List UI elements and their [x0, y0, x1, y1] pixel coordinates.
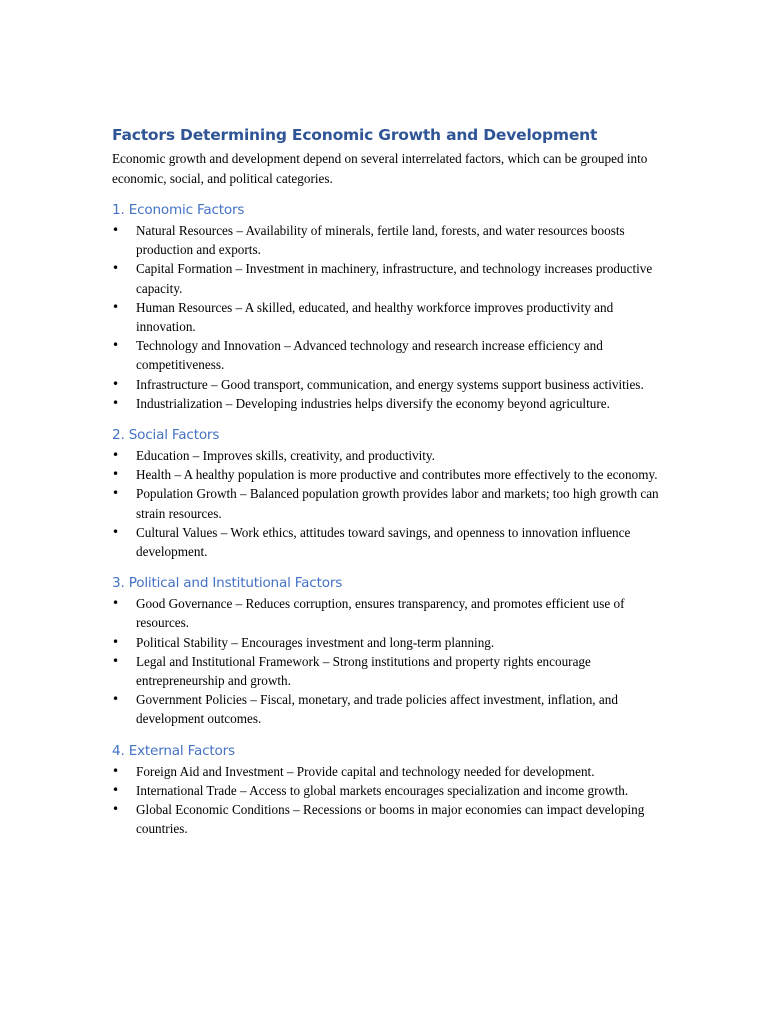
section-heading: 1. Economic Factors	[112, 202, 245, 218]
list-item-text: Foreign Aid and Investment – Provide capital and technology needed for development.	[136, 763, 595, 779]
list-item	[112, 690, 660, 728]
list-item-text: Good Governance – Reduces corruption, ensures transparency, and promotes efficient use of resources.	[136, 596, 625, 631]
list-item	[112, 446, 660, 465]
document-content	[112, 124, 660, 838]
bullet-list	[112, 446, 660, 561]
list-item-text: Natural Resources – Availability of minerals, fertile land, forests, and water resources boosts production and exports.	[136, 223, 625, 258]
bullet-dot-icon: •	[112, 634, 120, 649]
list-item	[112, 484, 660, 522]
list-item-text: Global Economic Conditions – Recessions or booms in major economies can impact developing countries.	[136, 802, 645, 837]
bullet-dot-icon: •	[112, 338, 120, 353]
list-item	[112, 221, 660, 259]
bullet-dot-icon: •	[112, 467, 120, 482]
list-item-text: Government Policies – Fiscal, monetary, and trade policies affect investment, inflation, and development outcomes.	[136, 692, 618, 727]
list-item-text: Education – Improves skills, creativity, and productivity.	[136, 448, 435, 464]
bullet-dot-icon: •	[112, 524, 120, 539]
section-heading: 2. Social Factors	[112, 427, 220, 444]
bullet-dot-icon: •	[112, 376, 120, 391]
list-item	[112, 298, 660, 336]
list-item-text: Health – A healthy population is more productive and contributes more effectively to the economy.	[136, 467, 658, 483]
bullet-dot-icon: •	[112, 653, 120, 668]
bullet-dot-icon: •	[112, 223, 120, 237]
bullet-dot-icon: •	[112, 261, 120, 276]
bullet-list	[112, 221, 660, 413]
bullet-dot-icon: •	[112, 395, 120, 410]
bullet-dot-icon: •	[112, 692, 120, 707]
list-item	[112, 594, 660, 632]
section-political-institutional-factors	[112, 574, 660, 728]
section-social-factors	[112, 426, 660, 561]
bullet-dot-icon: •	[112, 299, 120, 314]
bullet-dot-icon: •	[112, 596, 120, 611]
list-item	[112, 781, 660, 800]
list-item	[112, 633, 660, 652]
list-item	[112, 762, 660, 781]
bullet-list	[112, 594, 660, 728]
bullet-dot-icon: •	[112, 782, 120, 797]
bullet-dot-icon: •	[112, 763, 120, 778]
list-item	[112, 523, 660, 561]
section-external-factors	[112, 742, 660, 839]
document-title: Factors Determining Economic Growth and Development	[112, 126, 598, 144]
list-item-text: Capital Formation – Investment in machinery, infrastructure, and technology increases productive capacity.	[136, 261, 653, 296]
list-item-text: Legal and Institutional Framework – Strong institutions and property rights encourage entrepreneurship and growth.	[136, 653, 591, 689]
bullet-list	[112, 762, 660, 839]
list-item-text: International Trade – Access to global markets encourages specialization and income growth.	[136, 782, 629, 798]
list-item-text: Cultural Values – Work ethics, attitudes toward savings, and openness to innovation influence development.	[136, 524, 631, 560]
list-item	[112, 336, 660, 374]
intro-paragraph: Economic growth and development depend on several interrelated factors, which can be grouped into economic, social, and political categories.	[112, 151, 648, 186]
list-item	[112, 394, 660, 413]
list-item-text: Infrastructure – Good transport, communication, and energy systems support business activities.	[136, 376, 644, 392]
list-item	[112, 652, 660, 690]
list-item-text: Industrialization – Developing industries helps diversify the economy beyond agriculture.	[136, 395, 610, 411]
list-item	[112, 259, 660, 297]
list-item	[112, 465, 660, 484]
list-item-text: Political Stability – Encourages investment and long-term planning.	[136, 634, 495, 650]
bullet-dot-icon: •	[112, 448, 120, 463]
list-item	[112, 800, 660, 838]
bullet-dot-icon: •	[112, 486, 120, 501]
list-item	[112, 375, 660, 394]
section-heading: 4. External Factors	[112, 742, 235, 759]
section-heading: 3. Political and Institutional Factors	[112, 575, 343, 592]
bullet-dot-icon: •	[112, 802, 120, 817]
list-item-text: Human Resources – A skilled, educated, and healthy workforce improves productivity and innovation.	[136, 299, 614, 335]
list-item-text: Population Growth – Balanced population growth provides labor and markets; too high growth can strain resources.	[136, 486, 659, 521]
section-economic-factors	[112, 201, 660, 413]
list-item-text: Technology and Innovation – Advanced technology and research increase efficiency and competitiveness.	[136, 338, 603, 373]
